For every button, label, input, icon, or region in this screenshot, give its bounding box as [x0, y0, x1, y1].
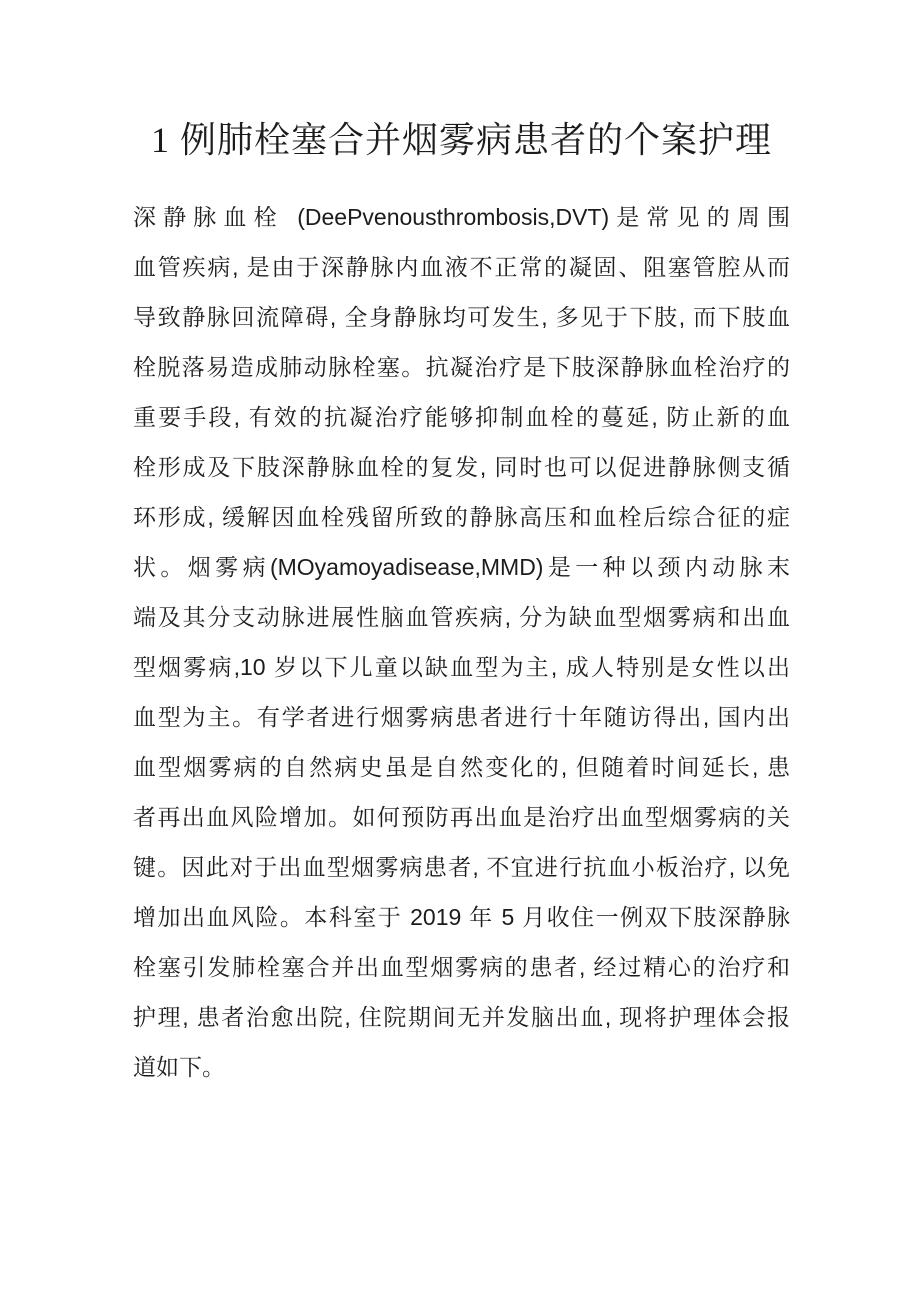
text-line: 型烟雾病,10 岁以下儿童以缺血型为主, 成人特别是女性以出 [133, 654, 790, 680]
text-line: 血型为主。有学者进行烟雾病患者进行十年随访得出, 国内出 [133, 704, 790, 730]
text-line: 深静脉血栓 (DeePvenousthrombosis,DVT)是常见的周围 [133, 204, 790, 230]
text-line: 重要手段, 有效的抗凝治疗能够抑制血栓的蔓延, 防止新的血 [133, 404, 790, 430]
text-line: 键。因此对于出血型烟雾病患者, 不宜进行抗血小板治疗, 以免 [133, 854, 790, 880]
body-paragraph [133, 192, 790, 1092]
text-line: 环形成, 缓解因血栓残留所致的静脉高压和血栓后综合征的症 [133, 504, 790, 530]
text-line: 护理, 患者治愈出院, 住院期间无并发脑出血, 现将护理体会报 [133, 1004, 790, 1030]
text-line: 端及其分支动脉进展性脑血管疾病, 分为缺血型烟雾病和出血 [133, 604, 790, 630]
document-title: 1 例肺栓塞合并烟雾病患者的个案护理 [150, 120, 772, 160]
text-line: 道如下。 [133, 1054, 225, 1080]
text-line: 栓塞引发肺栓塞合并出血型烟雾病的患者, 经过精心的治疗和 [133, 954, 790, 980]
text-line: 血管疾病, 是由于深静脉内血液不正常的凝固、阻塞管腔从而 [133, 254, 790, 280]
text-line: 栓形成及下肢深静脉血栓的复发, 同时也可以促进静脉侧支循 [133, 454, 790, 480]
text-line: 状。烟雾病(MOyamoyadisease,MMD)是一种以颈内动脉末 [133, 554, 790, 580]
text-line: 增加出血风险。本科室于 2019 年 5 月收住一例双下肢深静脉 [133, 904, 790, 930]
text-line: 者再出血风险增加。如何预防再出血是治疗出血型烟雾病的关 [133, 804, 790, 830]
text-line: 导致静脉回流障碍, 全身静脉均可发生, 多见于下肢, 而下肢血 [133, 304, 790, 330]
text-line: 血型烟雾病的自然病史虽是自然变化的, 但随着时间延长, 患 [133, 754, 790, 780]
text-line: 栓脱落易造成肺动脉栓塞。抗凝治疗是下肢深静脉血栓治疗的 [133, 354, 790, 380]
